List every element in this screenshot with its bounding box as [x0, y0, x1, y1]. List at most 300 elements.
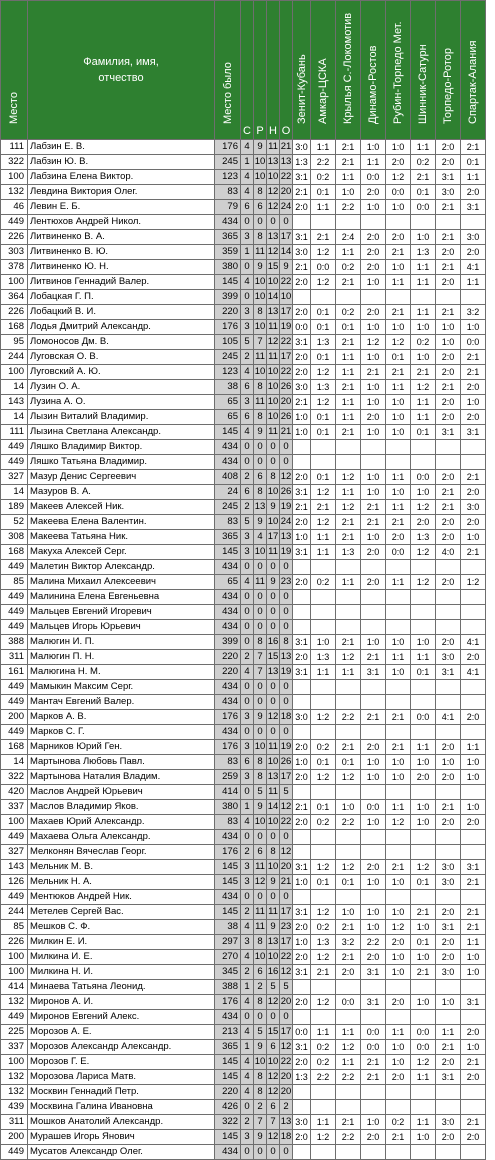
cell-place-was: 213 [215, 1025, 241, 1040]
cell-o: 19 [280, 500, 293, 515]
cell-match-4: 2:1 [361, 500, 386, 515]
table-row[interactable] [1, 575, 495, 590]
cell-match-8: 2:1 [461, 545, 486, 560]
cell-match-5: 2:1 [386, 305, 411, 320]
cell-match-3: 2:1 [336, 335, 361, 350]
table-row[interactable] [1, 560, 495, 575]
cell-match-2 [311, 620, 336, 635]
cell-match-7: 2:0 [436, 905, 461, 920]
table-row[interactable] [1, 1145, 495, 1160]
cell-n: 0 [267, 560, 280, 575]
cell-match-3: 2:1 [336, 740, 361, 755]
cell-match-6: 1:1 [411, 305, 436, 320]
cell-place: 244 [1, 905, 28, 920]
cell-place: 85 [1, 920, 28, 935]
cell-fio: Мельник М. В. [28, 860, 215, 875]
cell-match-2: 0:1 [311, 470, 336, 485]
table-row[interactable] [1, 140, 495, 155]
table-row[interactable] [1, 920, 495, 935]
table-row[interactable] [1, 500, 495, 515]
cell-match-2: 1:2 [311, 860, 336, 875]
cell-match-3: 2:1 [336, 155, 361, 170]
cell-fio: Лызин Виталий Владимир. [28, 410, 215, 425]
cell-fio: Макеев Алексей Ник. [28, 500, 215, 515]
cell-match-7 [436, 620, 461, 635]
cell-match-5: 1:0 [386, 665, 411, 680]
cell-o: 0 [280, 725, 293, 740]
table-row[interactable] [1, 665, 495, 680]
col-header-place[interactable] [1, 1, 28, 140]
cell-r: 6 [254, 470, 267, 485]
table-row[interactable] [1, 1025, 495, 1040]
table-row[interactable] [1, 875, 495, 890]
cell-n: 8 [267, 470, 280, 485]
cell-s: 3 [241, 530, 254, 545]
cell-fio: Миронов А. И. [28, 995, 215, 1010]
table-row[interactable] [1, 815, 495, 830]
cell-match-7: 2:0 [436, 935, 461, 950]
cell-match-2: 1:3 [311, 650, 336, 665]
col-header-match-6-label: Шинник-Сатурн [417, 44, 429, 124]
table-row[interactable] [1, 770, 495, 785]
table-row[interactable] [1, 1100, 495, 1115]
cell-s: 4 [241, 170, 254, 185]
table-row[interactable] [1, 740, 495, 755]
cell-o: 0 [280, 440, 293, 455]
table-row[interactable] [1, 260, 495, 275]
col-header-o[interactable] [280, 1, 293, 140]
cell-match-3: 0:2 [336, 260, 361, 275]
table-row[interactable] [1, 545, 495, 560]
cell-match-7: 2:0 [436, 1055, 461, 1070]
cell-place: 100 [1, 950, 28, 965]
cell-r: 13 [254, 500, 267, 515]
cell-place-was: 434 [215, 620, 241, 635]
cell-r: 11 [254, 860, 267, 875]
cell-fio: Мелконян Вячеслав Георг. [28, 845, 215, 860]
cell-match-7: 4:0 [436, 545, 461, 560]
cell-match-2 [311, 440, 336, 455]
cell-s: 0 [241, 560, 254, 575]
table-row[interactable] [1, 605, 495, 620]
cell-place: 143 [1, 860, 28, 875]
table-row[interactable] [1, 245, 495, 260]
cell-match-5 [386, 1100, 411, 1115]
cell-s: 4 [241, 815, 254, 830]
cell-match-4 [361, 1010, 386, 1025]
table-row[interactable] [1, 350, 495, 365]
cell-match-2 [311, 980, 336, 995]
table-row[interactable] [1, 320, 495, 335]
cell-match-2: 1:3 [311, 380, 336, 395]
cell-match-6: 2:1 [411, 365, 436, 380]
cell-place-was: 83 [215, 515, 241, 530]
cell-match-1: 3:0 [293, 245, 311, 260]
table-row[interactable] [1, 200, 495, 215]
cell-match-1 [293, 1100, 311, 1115]
cell-match-8: 1:1 [461, 170, 486, 185]
cell-match-7 [436, 605, 461, 620]
table-row[interactable] [1, 905, 495, 920]
col-header-match-7[interactable] [436, 1, 461, 140]
cell-match-7: 2:0 [436, 350, 461, 365]
table-row[interactable] [1, 1040, 495, 1055]
table-row[interactable] [1, 365, 495, 380]
cell-match-7: 2:0 [436, 770, 461, 785]
table-row[interactable] [1, 620, 495, 635]
cell-fio: Мусатов Александр Олег. [28, 1145, 215, 1160]
cell-match-8: 1:1 [461, 275, 486, 290]
cell-s: 3 [241, 935, 254, 950]
cell-n: 16 [267, 635, 280, 650]
cell-match-2: 1:2 [311, 950, 336, 965]
cell-place: 337 [1, 1040, 28, 1055]
table-row[interactable] [1, 230, 495, 245]
cell-match-8: 1:0 [461, 965, 486, 980]
cell-place-was: 345 [215, 965, 241, 980]
table-row[interactable] [1, 155, 495, 170]
cell-match-6 [411, 785, 436, 800]
cell-o: 0 [280, 1010, 293, 1025]
cell-match-1: 3:1 [293, 545, 311, 560]
table-row[interactable] [1, 1115, 495, 1130]
cell-match-2: 1:1 [311, 200, 336, 215]
cell-match-6 [411, 590, 436, 605]
col-header-r[interactable] [254, 1, 267, 140]
cell-fio: Мельник Н. А. [28, 875, 215, 890]
table-row[interactable] [1, 710, 495, 725]
table-row[interactable] [1, 515, 495, 530]
cell-s: 0 [241, 260, 254, 275]
table-row[interactable] [1, 485, 495, 500]
cell-match-4: 2:1 [361, 515, 386, 530]
cell-match-3: 2:2 [336, 1070, 361, 1085]
col-header-match-3[interactable] [336, 1, 361, 140]
cell-r: 8 [254, 1070, 267, 1085]
cell-match-2 [311, 695, 336, 710]
cell-r: 9 [254, 800, 267, 815]
cell-match-1: 1:0 [293, 425, 311, 440]
cell-place: 100 [1, 1055, 28, 1070]
cell-match-8: 3:1 [461, 860, 486, 875]
cell-match-1: 3:0 [293, 140, 311, 155]
cell-match-2: 1:3 [311, 335, 336, 350]
cell-match-3: 1:1 [336, 1055, 361, 1070]
cell-place-was: 434 [215, 455, 241, 470]
cell-o: 26 [280, 755, 293, 770]
table-row[interactable] [1, 860, 495, 875]
cell-match-1 [293, 695, 311, 710]
cell-match-8: 1:0 [461, 950, 486, 965]
cell-match-6: 1:0 [411, 800, 436, 815]
cell-match-1: 2:1 [293, 395, 311, 410]
cell-match-2: 1:3 [311, 935, 336, 950]
cell-fio: Лузина А. О. [28, 395, 215, 410]
cell-match-4: 1:0 [361, 395, 386, 410]
table-row[interactable] [1, 215, 495, 230]
table-row[interactable] [1, 845, 495, 860]
table-row[interactable] [1, 410, 495, 425]
table-row[interactable] [1, 440, 495, 455]
cell-fio: Литвиненко В. Ю. [28, 245, 215, 260]
cell-o: 17 [280, 230, 293, 245]
col-header-match-1[interactable] [293, 1, 311, 140]
cell-n: 0 [267, 725, 280, 740]
cell-match-4: 1:0 [361, 770, 386, 785]
cell-place-was: 259 [215, 770, 241, 785]
cell-match-3: 2:4 [336, 230, 361, 245]
table-row[interactable] [1, 725, 495, 740]
cell-match-4: 1:0 [361, 755, 386, 770]
cell-match-3 [336, 1085, 361, 1100]
table-row[interactable] [1, 185, 495, 200]
cell-r: 6 [254, 965, 267, 980]
table-row[interactable] [1, 1055, 495, 1070]
cell-match-4 [361, 1085, 386, 1100]
cell-match-8: 2:1 [461, 1055, 486, 1070]
cell-o: 9 [280, 260, 293, 275]
cell-r: 5 [254, 1025, 267, 1040]
table-row[interactable] [1, 650, 495, 665]
col-header-fio[interactable] [28, 1, 215, 140]
cell-match-5: 1:0 [386, 425, 411, 440]
cell-n: 9 [267, 500, 280, 515]
cell-match-8 [461, 290, 486, 305]
table-row[interactable] [1, 785, 495, 800]
cell-match-8: 1:0 [461, 755, 486, 770]
cell-match-3 [336, 215, 361, 230]
cell-n: 14 [267, 290, 280, 305]
cell-o: 20 [280, 995, 293, 1010]
cell-o: 22 [280, 950, 293, 965]
cell-place-was: 145 [215, 1055, 241, 1070]
cell-match-4: 2:0 [361, 545, 386, 560]
cell-r: 10 [254, 290, 267, 305]
cell-match-8: 2:0 [461, 185, 486, 200]
cell-o: 0 [280, 680, 293, 695]
cell-match-3: 1:1 [336, 410, 361, 425]
table-row[interactable] [1, 980, 495, 995]
cell-match-4 [361, 455, 386, 470]
col-header-match-4[interactable] [361, 1, 386, 140]
cell-n: 6 [267, 1100, 280, 1115]
cell-o: 19 [280, 740, 293, 755]
cell-match-4: 2:1 [361, 365, 386, 380]
cell-match-8: 2:0 [461, 815, 486, 830]
table-row[interactable] [1, 695, 495, 710]
cell-r: 9 [254, 710, 267, 725]
cell-match-3 [336, 980, 361, 995]
cell-n: 9 [267, 875, 280, 890]
table-row[interactable] [1, 470, 495, 485]
cell-n: 12 [267, 335, 280, 350]
col-header-match-5[interactable] [386, 1, 411, 140]
cell-fio: Морозова Лариса Матв. [28, 1070, 215, 1085]
cell-match-7 [436, 725, 461, 740]
cell-s: 3 [241, 770, 254, 785]
cell-match-6: 0:0 [411, 200, 436, 215]
cell-r: 5 [254, 785, 267, 800]
cell-s: 0 [241, 1010, 254, 1025]
cell-match-2: 2:1 [311, 230, 336, 245]
table-row[interactable] [1, 800, 495, 815]
col-header-s[interactable] [241, 1, 254, 140]
cell-fio: Малина Михаил Алексеевич [28, 575, 215, 590]
cell-place: 322 [1, 770, 28, 785]
cell-place-was: 365 [215, 1040, 241, 1055]
cell-match-6: 1:1 [411, 1070, 436, 1085]
cell-match-5 [386, 785, 411, 800]
cell-match-2: 1:1 [311, 530, 336, 545]
cell-place-was: 145 [215, 860, 241, 875]
table-row[interactable] [1, 680, 495, 695]
table-row[interactable] [1, 425, 495, 440]
table-row[interactable] [1, 635, 495, 650]
cell-match-5: 2:0 [386, 1070, 411, 1085]
cell-match-1 [293, 890, 311, 905]
cell-fio: Луговская О. В. [28, 350, 215, 365]
cell-match-2: 1:1 [311, 665, 336, 680]
cell-fio: Маслов Андрей Юрьевич [28, 785, 215, 800]
cell-s: 4 [241, 995, 254, 1010]
cell-match-7: 1:0 [436, 995, 461, 1010]
table-row[interactable] [1, 305, 495, 320]
table-row[interactable] [1, 995, 495, 1010]
cell-match-1: 2:0 [293, 1130, 311, 1145]
cell-match-8 [461, 590, 486, 605]
cell-n: 13 [267, 770, 280, 785]
col-header-match-8[interactable] [461, 1, 486, 140]
cell-match-6: 1:0 [411, 995, 436, 1010]
table-row[interactable] [1, 1130, 495, 1145]
cell-match-6: 1:2 [411, 1055, 436, 1070]
cell-s: 4 [241, 575, 254, 590]
cell-r: 2 [254, 1100, 267, 1115]
cell-match-3: 1:1 [336, 1025, 361, 1040]
cell-match-7 [436, 440, 461, 455]
cell-match-3: 1:2 [336, 500, 361, 515]
cell-match-8: 2:0 [461, 410, 486, 425]
cell-match-6: 0:1 [411, 665, 436, 680]
cell-match-6: 2:1 [411, 170, 436, 185]
cell-match-2: 2:1 [311, 965, 336, 980]
table-row[interactable] [1, 965, 495, 980]
cell-match-8: 3:1 [461, 200, 486, 215]
cell-match-2: 1:2 [311, 770, 336, 785]
cell-match-7: 3:0 [436, 1115, 461, 1130]
table-row[interactable] [1, 380, 495, 395]
cell-r: 0 [254, 455, 267, 470]
cell-match-2: 0:1 [311, 185, 336, 200]
table-row[interactable] [1, 335, 495, 350]
cell-fio: Мамыкин Максим Серг. [28, 680, 215, 695]
cell-place-was: 220 [215, 665, 241, 680]
cell-match-5: 1:0 [386, 260, 411, 275]
cell-match-7 [436, 845, 461, 860]
cell-match-3: 0:1 [336, 875, 361, 890]
cell-match-7: 2:0 [436, 245, 461, 260]
table-row[interactable] [1, 1070, 495, 1085]
col-header-match-6[interactable] [411, 1, 436, 140]
table-row[interactable] [1, 275, 495, 290]
cell-o: 18 [280, 710, 293, 725]
cell-s: 1 [241, 1040, 254, 1055]
cell-n: 0 [267, 440, 280, 455]
table-row[interactable] [1, 455, 495, 470]
table-row[interactable] [1, 830, 495, 845]
cell-s: 2 [241, 470, 254, 485]
table-row[interactable] [1, 1085, 495, 1100]
cell-s: 2 [241, 905, 254, 920]
cell-match-3: 1:2 [336, 860, 361, 875]
table-row[interactable] [1, 935, 495, 950]
cell-place-was: 434 [215, 830, 241, 845]
cell-place-was: 426 [215, 1100, 241, 1115]
cell-match-2 [311, 1100, 336, 1115]
cell-match-3: 2:1 [336, 380, 361, 395]
cell-match-5: 1:0 [386, 1040, 411, 1055]
table-row[interactable] [1, 950, 495, 965]
cell-match-4: 1:1 [361, 155, 386, 170]
cell-n: 12 [267, 1130, 280, 1145]
cell-match-3: 1:1 [336, 350, 361, 365]
cell-match-5 [386, 680, 411, 695]
cell-n: 10 [267, 950, 280, 965]
cell-match-1 [293, 215, 311, 230]
cell-r: 10 [254, 740, 267, 755]
cell-o: 20 [280, 860, 293, 875]
table-row[interactable] [1, 1010, 495, 1025]
cell-match-7: 2:1 [436, 500, 461, 515]
cell-r: 10 [254, 815, 267, 830]
cell-place-was: 145 [215, 905, 241, 920]
cell-match-2 [311, 560, 336, 575]
col-header-was[interactable] [215, 1, 241, 140]
col-header-match-2[interactable] [311, 1, 336, 140]
cell-match-5 [386, 590, 411, 605]
table-row[interactable] [1, 395, 495, 410]
cell-match-8: 1:1 [461, 935, 486, 950]
table-row[interactable] [1, 755, 495, 770]
cell-match-1 [293, 605, 311, 620]
cell-match-5: 0:0 [386, 185, 411, 200]
cell-place: 126 [1, 875, 28, 890]
cell-match-4: 2:1 [361, 1055, 386, 1070]
table-row[interactable] [1, 530, 495, 545]
cell-match-7: 2:0 [436, 950, 461, 965]
cell-place: 449 [1, 605, 28, 620]
table-row[interactable] [1, 590, 495, 605]
cell-match-3 [336, 695, 361, 710]
table-row[interactable] [1, 170, 495, 185]
cell-place-was: 105 [215, 335, 241, 350]
cell-place: 449 [1, 440, 28, 455]
table-row[interactable] [1, 290, 495, 305]
cell-match-8: 1:0 [461, 1040, 486, 1055]
cell-n: 10 [267, 410, 280, 425]
cell-match-2 [311, 290, 336, 305]
cell-match-6 [411, 980, 436, 995]
cell-match-1: 2:0 [293, 515, 311, 530]
table-row[interactable] [1, 890, 495, 905]
cell-n: 11 [267, 905, 280, 920]
cell-match-6: 1:0 [411, 755, 436, 770]
cell-n: 17 [267, 530, 280, 545]
col-header-n[interactable] [267, 1, 280, 140]
cell-match-6: 0:2 [411, 155, 436, 170]
cell-r: 11 [254, 245, 267, 260]
cell-match-6: 1:1 [411, 410, 436, 425]
